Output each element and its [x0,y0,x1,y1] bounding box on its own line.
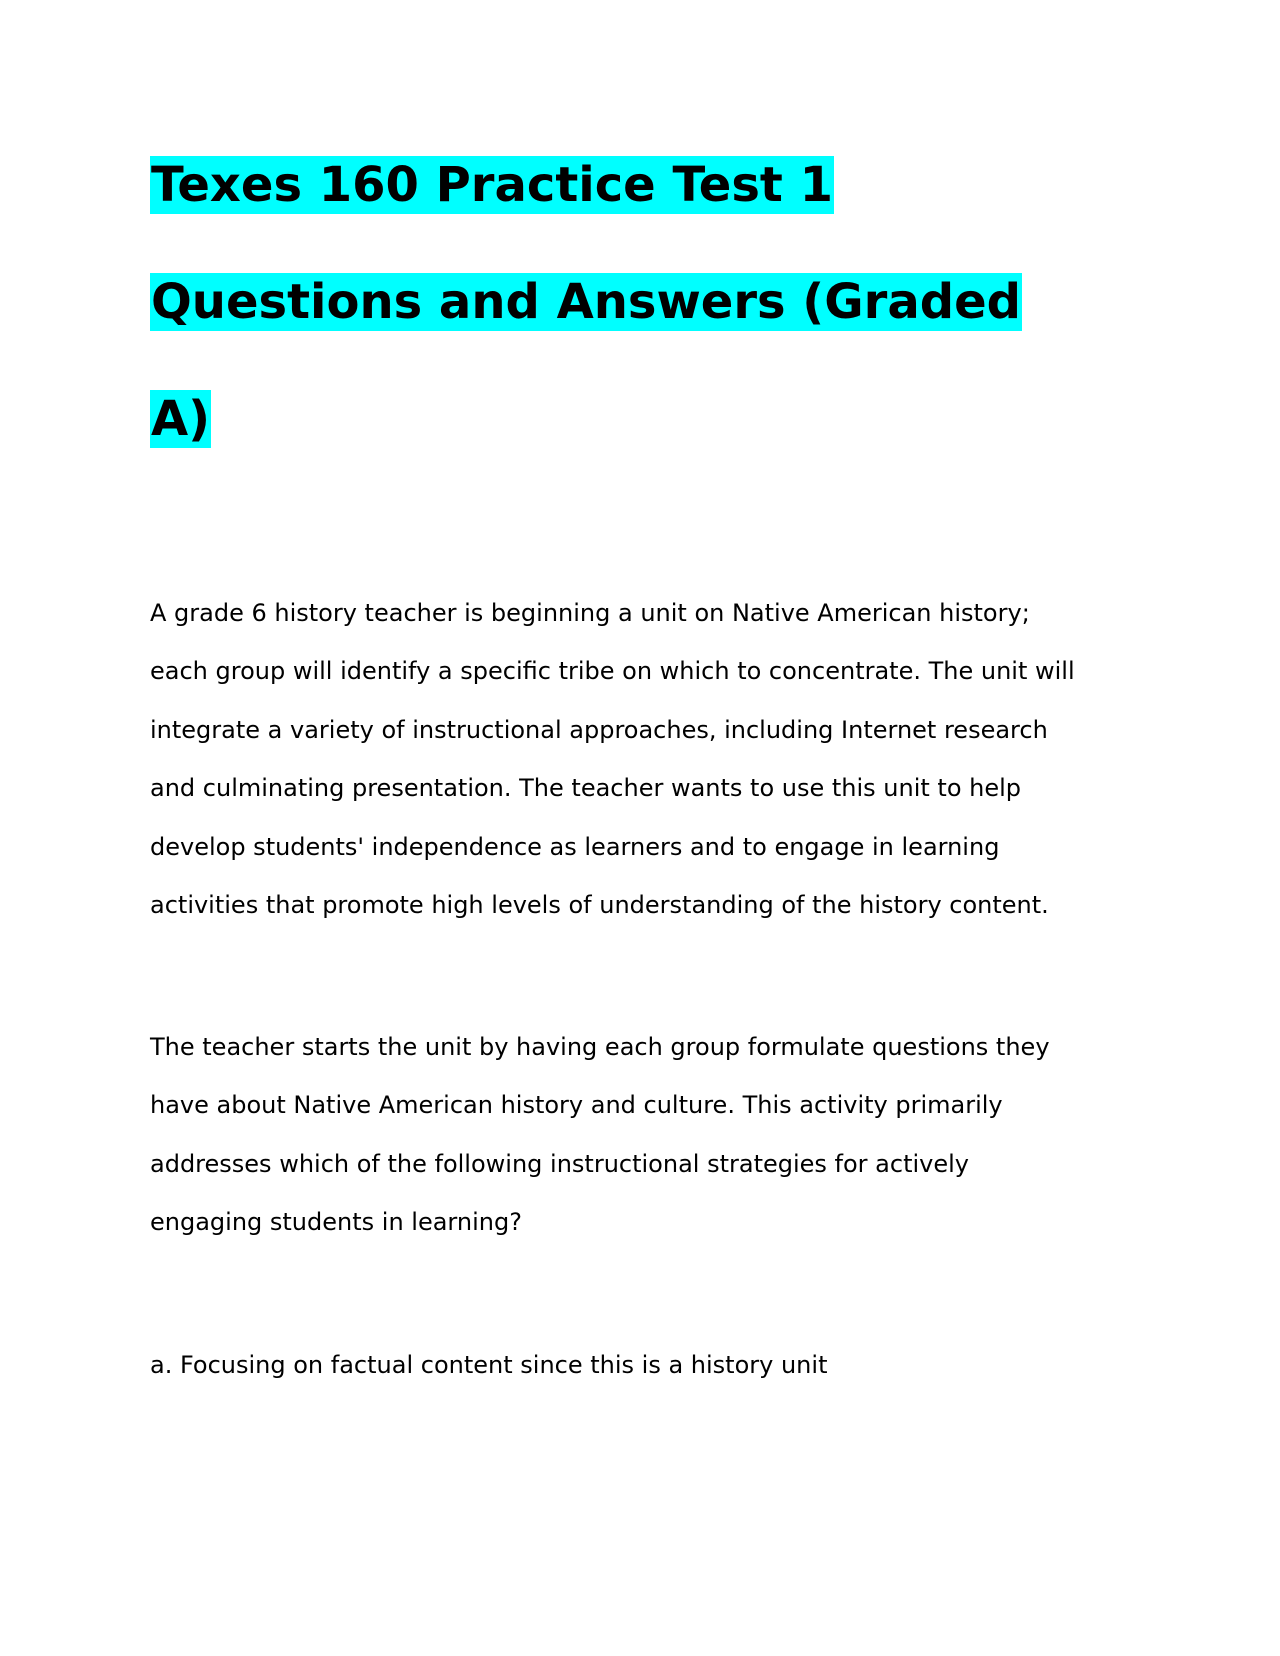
paragraph-line: integrate a variety of instructional approaches, including Internet research [150,715,1048,744]
title-line [150,156,1150,214]
paragraph-line: The teacher starts the unit by having each group formulate questions they [150,1033,1050,1061]
paragraph-line: engaging students in learning? [150,1208,522,1237]
title-highlight: A) [151,391,211,447]
paragraph-line: activities that promote high levels of understanding of the history content. [150,890,1049,919]
option-text: a. Focusing on factual content since this is a history unit [150,1351,828,1379]
paragraph-line: A grade 6 history teacher is beginning a unit on Native American history; [150,599,1030,627]
document-title [150,156,1150,448]
title-line [150,273,1150,331]
title-line [150,390,1150,448]
paragraph-line: have about Native American history and culture. This activity primarily [150,1091,1003,1120]
title-highlight: Questions and Answers (Graded [151,274,1021,330]
paragraph-line: each group will identify a specific tribe on which to concentrate. The unit will [150,657,1075,686]
paragraph-line: and culminating presentation. The teacher wants to use this unit to help [150,774,1022,803]
question-paragraph [150,1018,1150,1252]
paragraph-line: develop students' independence as learners and to engage in learning [150,832,1000,861]
title-highlight: Texes 160 Practice Test 1 [151,157,833,213]
scenario-paragraph [150,584,1150,934]
paragraph-line: addresses which of the following instructional strategies for actively [150,1149,969,1178]
answer-option-a [150,1336,1150,1394]
